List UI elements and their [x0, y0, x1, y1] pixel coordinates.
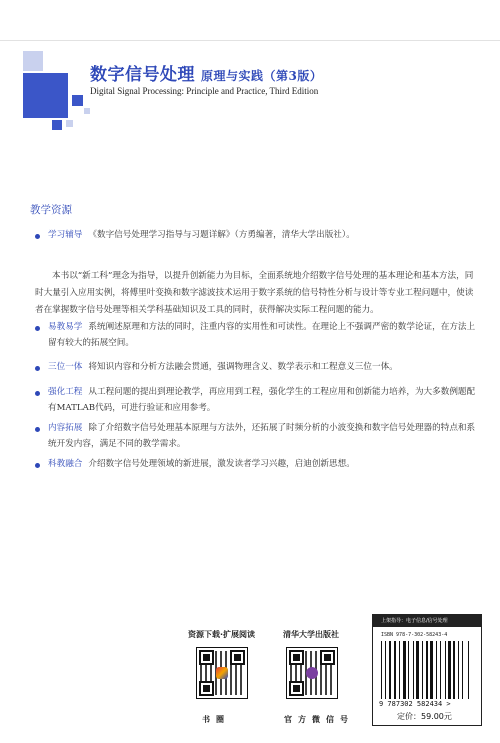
feature-text: 从工程问题的提出到理论教学，再应用到工程，强化学生的工程应用和创新能力培养，为大多数例题配有MATLAB代码，可进行验证和应用参考。: [48, 387, 476, 413]
feature-item: [48, 456, 478, 472]
square-light: [23, 51, 43, 71]
feature-text: 系统阐述原理和方法的同时，注重内容的实用性和可读性。在理论上不强调严密的数学论证，在方法上留有较大的拓展空间。: [48, 322, 476, 348]
top-divider: [0, 40, 500, 41]
feature-item: [48, 359, 478, 375]
bullet-dot-icon: [35, 234, 40, 239]
qr1-caption: 书圈: [202, 715, 230, 724]
feature-item: [48, 384, 478, 416]
price: 定价：59.00元: [397, 712, 452, 721]
feature-item: [48, 319, 478, 351]
book-title: [90, 60, 322, 85]
bullet-dot-icon: [35, 427, 40, 432]
book-title-main: 数字信号处理: [90, 65, 195, 85]
bullet-dot-icon: [35, 326, 40, 331]
resource-item-key: 学习辅导: [48, 230, 83, 240]
feature-item: [48, 420, 478, 452]
square-tiny-light-2: [84, 108, 90, 114]
feature-key: 强化工程: [48, 387, 83, 397]
bullet-dot-icon: [35, 463, 40, 468]
resource-item-text: 《数字信号处理学习指导与习题详解》（方勇编著，清华大学出版社）。: [88, 230, 355, 240]
feature-text: 除了介绍数字信号处理基本原理与方法外，还拓展了时频分析的小波变换和数字信号处理器的特点和系统开发内容，满足不同的教学需求。: [48, 423, 476, 449]
qr1-label: 资源下载·扩展阅读: [188, 630, 256, 639]
barcode-icon: [381, 641, 471, 699]
feature-key: 科教融合: [48, 459, 83, 469]
qr2-label: 清华大学出版社: [283, 630, 339, 639]
feature-text: 介绍数字信号处理领域的新进展，激发读者学习兴趣，启迪创新思想。: [88, 459, 355, 469]
qr2-caption: 官方微信号: [284, 715, 354, 724]
square-large: [23, 73, 68, 118]
book-subtitle: 原理与实践（第3版）: [201, 69, 323, 83]
section-title-resources: 教学资源: [30, 204, 72, 216]
feature-key: 内容拓展: [48, 423, 83, 433]
barcode-number: 9 787302 582434 >: [379, 700, 451, 708]
book-title-english: Digital Signal Processing: Principle and Practice, Third Edition: [90, 86, 319, 96]
intro-paragraph: 本书以“新工科”理念为指导，以提升创新能力为目标，全面系统地介绍数字信号处理的基本理论和基本方法，同时大量引入应用实例，将傅里叶变换和数字滤波技术运用于数字系统的信号特性分析与设计等专业工程问题中，使读者在掌握数字信号处理等相关学科基础知识及工具的同时，获得解决实际工程问题的能力。: [35, 271, 474, 315]
barcode-box: [372, 614, 482, 726]
feature-text: 将知识内容和分析方法融会贯通，强调物理含义、数学表示和工程意义三位一体。: [88, 362, 398, 372]
bullet-dot-icon: [35, 391, 40, 396]
isbn-text: ISBN 978-7-302-58243-4: [381, 632, 448, 638]
barcode-header: 上架指导：电子信息/信号处理: [373, 615, 481, 627]
qr-code-icon: [196, 647, 248, 699]
square-small: [72, 95, 83, 106]
square-tiny: [52, 120, 62, 130]
qr-code-icon: [286, 647, 338, 699]
feature-key: 三位一体: [48, 362, 83, 372]
square-tiny-light: [66, 120, 73, 127]
resource-item: [48, 227, 478, 243]
bullet-dot-icon: [35, 366, 40, 371]
feature-key: 易教易学: [48, 322, 83, 332]
